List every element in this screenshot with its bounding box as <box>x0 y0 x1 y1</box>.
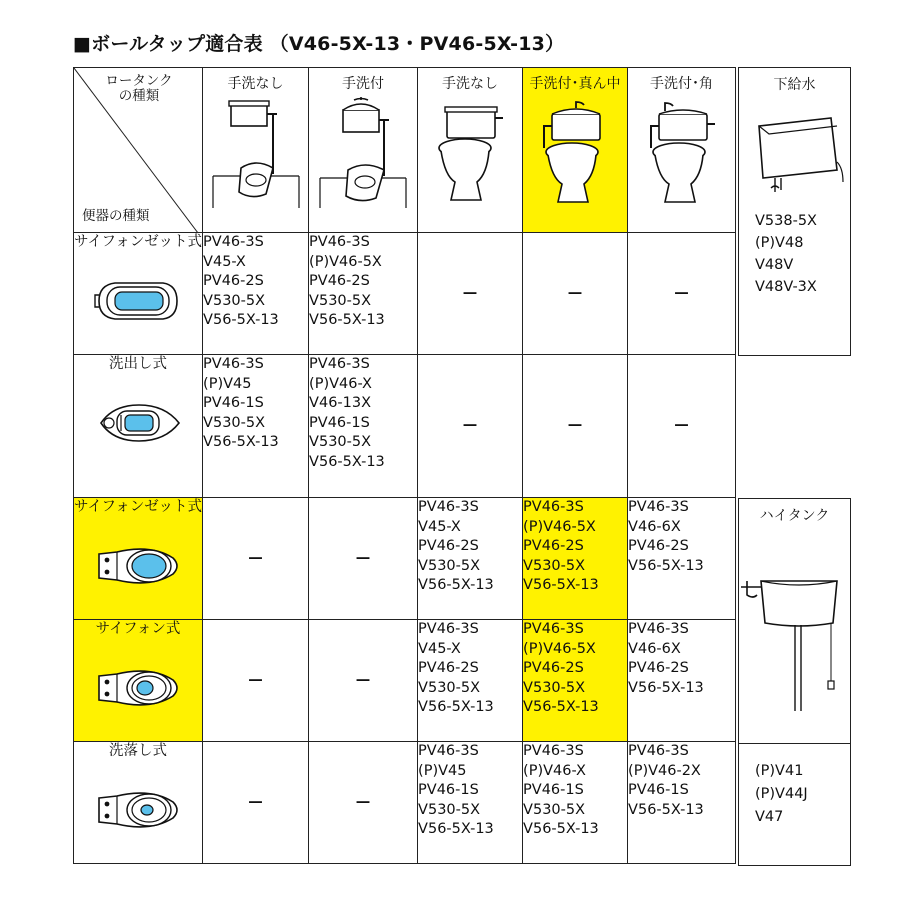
bottom-supply-models <box>739 202 850 298</box>
model-list-cell <box>523 742 628 864</box>
model-code: V56-5X-13 <box>418 577 494 593</box>
model-code: V530-5X <box>418 801 481 818</box>
model-code: V56-5X-13 <box>418 821 494 837</box>
model-code: PV46-3S <box>523 743 584 759</box>
model-code: (P)V41 <box>755 763 804 779</box>
model-code: V530-5X <box>309 434 372 450</box>
model-code: PV46-3S <box>628 499 689 515</box>
model-code: PV46-2S <box>418 538 479 554</box>
model-code: V48V-3X <box>755 278 817 295</box>
squat-washout-bowl-icon <box>93 393 183 453</box>
model-code: V56-5X-13 <box>203 312 279 328</box>
model-code: (P)V46-5X <box>523 640 596 657</box>
model-code: V56-5X-13 <box>418 699 494 715</box>
model-list-cell <box>523 498 628 620</box>
model-code: PV46-3S <box>628 621 689 637</box>
western-toilet-corner-faucet-icon <box>637 96 727 211</box>
table-row <box>74 233 736 355</box>
compatibility-table <box>73 67 736 864</box>
page-title: ■ボールタップ適合表 （V46-5X-13・PV46-5X-13） <box>73 33 565 55</box>
model-code: V56-5X-13 <box>523 821 599 837</box>
col-header-western-corner-faucet <box>628 68 736 233</box>
bowl-type-cell <box>74 498 203 620</box>
washdown-right-cell <box>739 744 851 866</box>
model-code: V530-5X <box>523 557 586 574</box>
model-code: PV46-3S <box>523 499 584 515</box>
model-code: PV46-3S <box>628 743 689 759</box>
model-code: PV46-2S <box>203 273 264 289</box>
model-code: (P)V46-X <box>309 375 372 392</box>
col-label: 手洗付 <box>342 76 385 92</box>
model-code: PV46-1S <box>203 395 264 411</box>
model-code: PV46-3S <box>203 356 264 372</box>
model-list-cell <box>203 355 309 498</box>
model-code: PV46-3S <box>309 234 370 250</box>
corner-cell <box>74 68 203 233</box>
bowl-type-cell <box>74 355 203 498</box>
model-code: V56-5X-13 <box>523 577 599 593</box>
model-code: V45-X <box>418 640 461 657</box>
western-siphon-bowl-icon <box>93 658 183 718</box>
bowl-type-label: 洗落し式 <box>109 743 168 759</box>
model-code: PV46-3S <box>418 743 479 759</box>
bowl-type-label: サイフォンゼット式 <box>74 499 203 515</box>
bowl-type-label: 洗出し式 <box>109 356 168 372</box>
high-tank-icon <box>739 563 851 713</box>
model-code: V530-5X <box>418 557 481 574</box>
not-applicable-dash: — <box>418 233 523 355</box>
high-tank-label: ハイタンク <box>759 508 830 524</box>
model-code: (P)V46-2X <box>628 762 701 779</box>
not-applicable-dash: — <box>628 355 736 498</box>
model-code: V538-5X <box>755 212 817 229</box>
model-code: PV46-2S <box>523 538 584 554</box>
squat-toilet-tank-icon <box>211 96 301 211</box>
model-list-cell <box>628 620 736 742</box>
bottom-supply-tank-icon <box>745 112 845 202</box>
bowl-type-cell <box>74 742 203 864</box>
model-list-cell <box>203 233 309 355</box>
model-code: V46-13X <box>309 395 372 411</box>
col-label: 手洗付･角 <box>650 76 714 92</box>
model-code: V56-5X-13 <box>309 312 385 328</box>
model-code: PV46-3S <box>418 499 479 515</box>
col-header-western-center-faucet <box>523 68 628 233</box>
bowl-type-cell <box>74 233 203 355</box>
model-code: V46-6X <box>628 518 681 535</box>
col-label: 手洗なし <box>442 76 499 92</box>
western-toilet-tank-icon <box>425 96 515 211</box>
model-code: PV46-2S <box>523 660 584 676</box>
model-code: PV46-1S <box>418 782 479 798</box>
model-code: (P)V46-X <box>523 762 586 779</box>
model-code: V56-5X-13 <box>203 434 279 450</box>
squat-siphon-jet-bowl-icon <box>93 271 183 331</box>
western-toilet-center-faucet-icon <box>530 96 620 211</box>
bowl-type-cell <box>74 620 203 742</box>
model-code: (P)V45 <box>203 375 252 392</box>
header-row <box>74 68 736 233</box>
model-list-cell <box>309 233 418 355</box>
model-code: V45-X <box>203 253 246 270</box>
model-code: V530-5X <box>523 801 586 818</box>
model-list-cell <box>628 742 736 864</box>
model-code: V56-5X-13 <box>628 801 704 818</box>
bowl-type-label: サイフォン式 <box>95 621 181 637</box>
not-applicable-dash: — <box>628 233 736 355</box>
model-code: V47 <box>755 809 784 825</box>
not-applicable-dash: — <box>418 355 523 498</box>
table-row <box>74 355 736 498</box>
not-applicable-dash: — <box>309 498 418 620</box>
col-header-squat-no-faucet <box>203 68 309 233</box>
model-code: PV46-1S <box>309 414 370 431</box>
bottom-supply-label: 下給水 <box>773 77 816 93</box>
model-list-cell <box>628 498 736 620</box>
model-list-cell <box>309 355 418 498</box>
model-code: PV46-2S <box>628 660 689 676</box>
model-code: V530-5X <box>309 292 372 309</box>
table-row <box>74 742 736 864</box>
table-row <box>74 620 736 742</box>
washdown-right-models <box>739 744 850 829</box>
model-code: (P)V48 <box>755 234 804 251</box>
bowl-type-label: サイフォンゼット式 <box>74 234 203 250</box>
model-code: PV46-2S <box>628 538 689 554</box>
model-code: V530-5X <box>523 679 586 696</box>
model-code: V530-5X <box>418 679 481 696</box>
model-code: PV46-1S <box>628 782 689 798</box>
col-header-squat-with-faucet <box>309 68 418 233</box>
squat-toilet-tank-faucet-icon <box>318 96 408 211</box>
model-code: V530-5X <box>203 292 266 309</box>
col-label: 手洗付･真ん中 <box>529 76 621 92</box>
spacer-cell <box>739 356 851 499</box>
model-code: V56-5X-13 <box>523 699 599 715</box>
model-code: PV46-3S <box>418 621 479 637</box>
bottom-supply-cell <box>739 68 851 356</box>
model-code: V45-X <box>418 518 461 535</box>
not-applicable-dash: — <box>309 742 418 864</box>
bowl-type-heading: 便器の種類 <box>82 207 150 224</box>
not-applicable-dash: — <box>203 498 309 620</box>
model-code: (P)V46-5X <box>309 253 382 270</box>
model-list-cell <box>418 742 523 864</box>
model-code: (P)V45 <box>418 762 467 779</box>
table-row <box>74 498 736 620</box>
model-code: PV46-3S <box>309 356 370 372</box>
not-applicable-dash: — <box>309 620 418 742</box>
western-washdown-bowl-icon <box>93 780 183 840</box>
model-code: PV46-2S <box>418 660 479 676</box>
model-code: (P)V44J <box>755 786 808 802</box>
not-applicable-dash: — <box>203 620 309 742</box>
model-code: PV46-3S <box>523 621 584 637</box>
model-list-cell <box>418 498 523 620</box>
col-label: 手洗なし <box>227 76 284 92</box>
model-code: (P)V46-5X <box>523 518 596 535</box>
model-code: PV46-3S <box>203 234 264 250</box>
tank-type-heading: ロータンク の種類 <box>105 73 173 104</box>
model-code: PV46-1S <box>523 782 584 798</box>
right-panel <box>738 67 851 866</box>
western-siphon-jet-bowl-icon <box>93 536 183 596</box>
not-applicable-dash: — <box>523 233 628 355</box>
model-code: V56-5X-13 <box>628 679 704 696</box>
not-applicable-dash: — <box>523 355 628 498</box>
model-code: V48V <box>755 256 794 273</box>
model-list-cell <box>418 620 523 742</box>
model-code: V530-5X <box>203 414 266 431</box>
not-applicable-dash: — <box>203 742 309 864</box>
model-list-cell <box>523 620 628 742</box>
model-code: PV46-2S <box>309 273 370 289</box>
col-header-western-no-faucet <box>418 68 523 233</box>
model-code: V56-5X-13 <box>309 453 385 470</box>
model-code: V46-6X <box>628 640 681 657</box>
high-tank-cell <box>739 499 851 744</box>
model-code: V56-5X-13 <box>628 557 704 574</box>
